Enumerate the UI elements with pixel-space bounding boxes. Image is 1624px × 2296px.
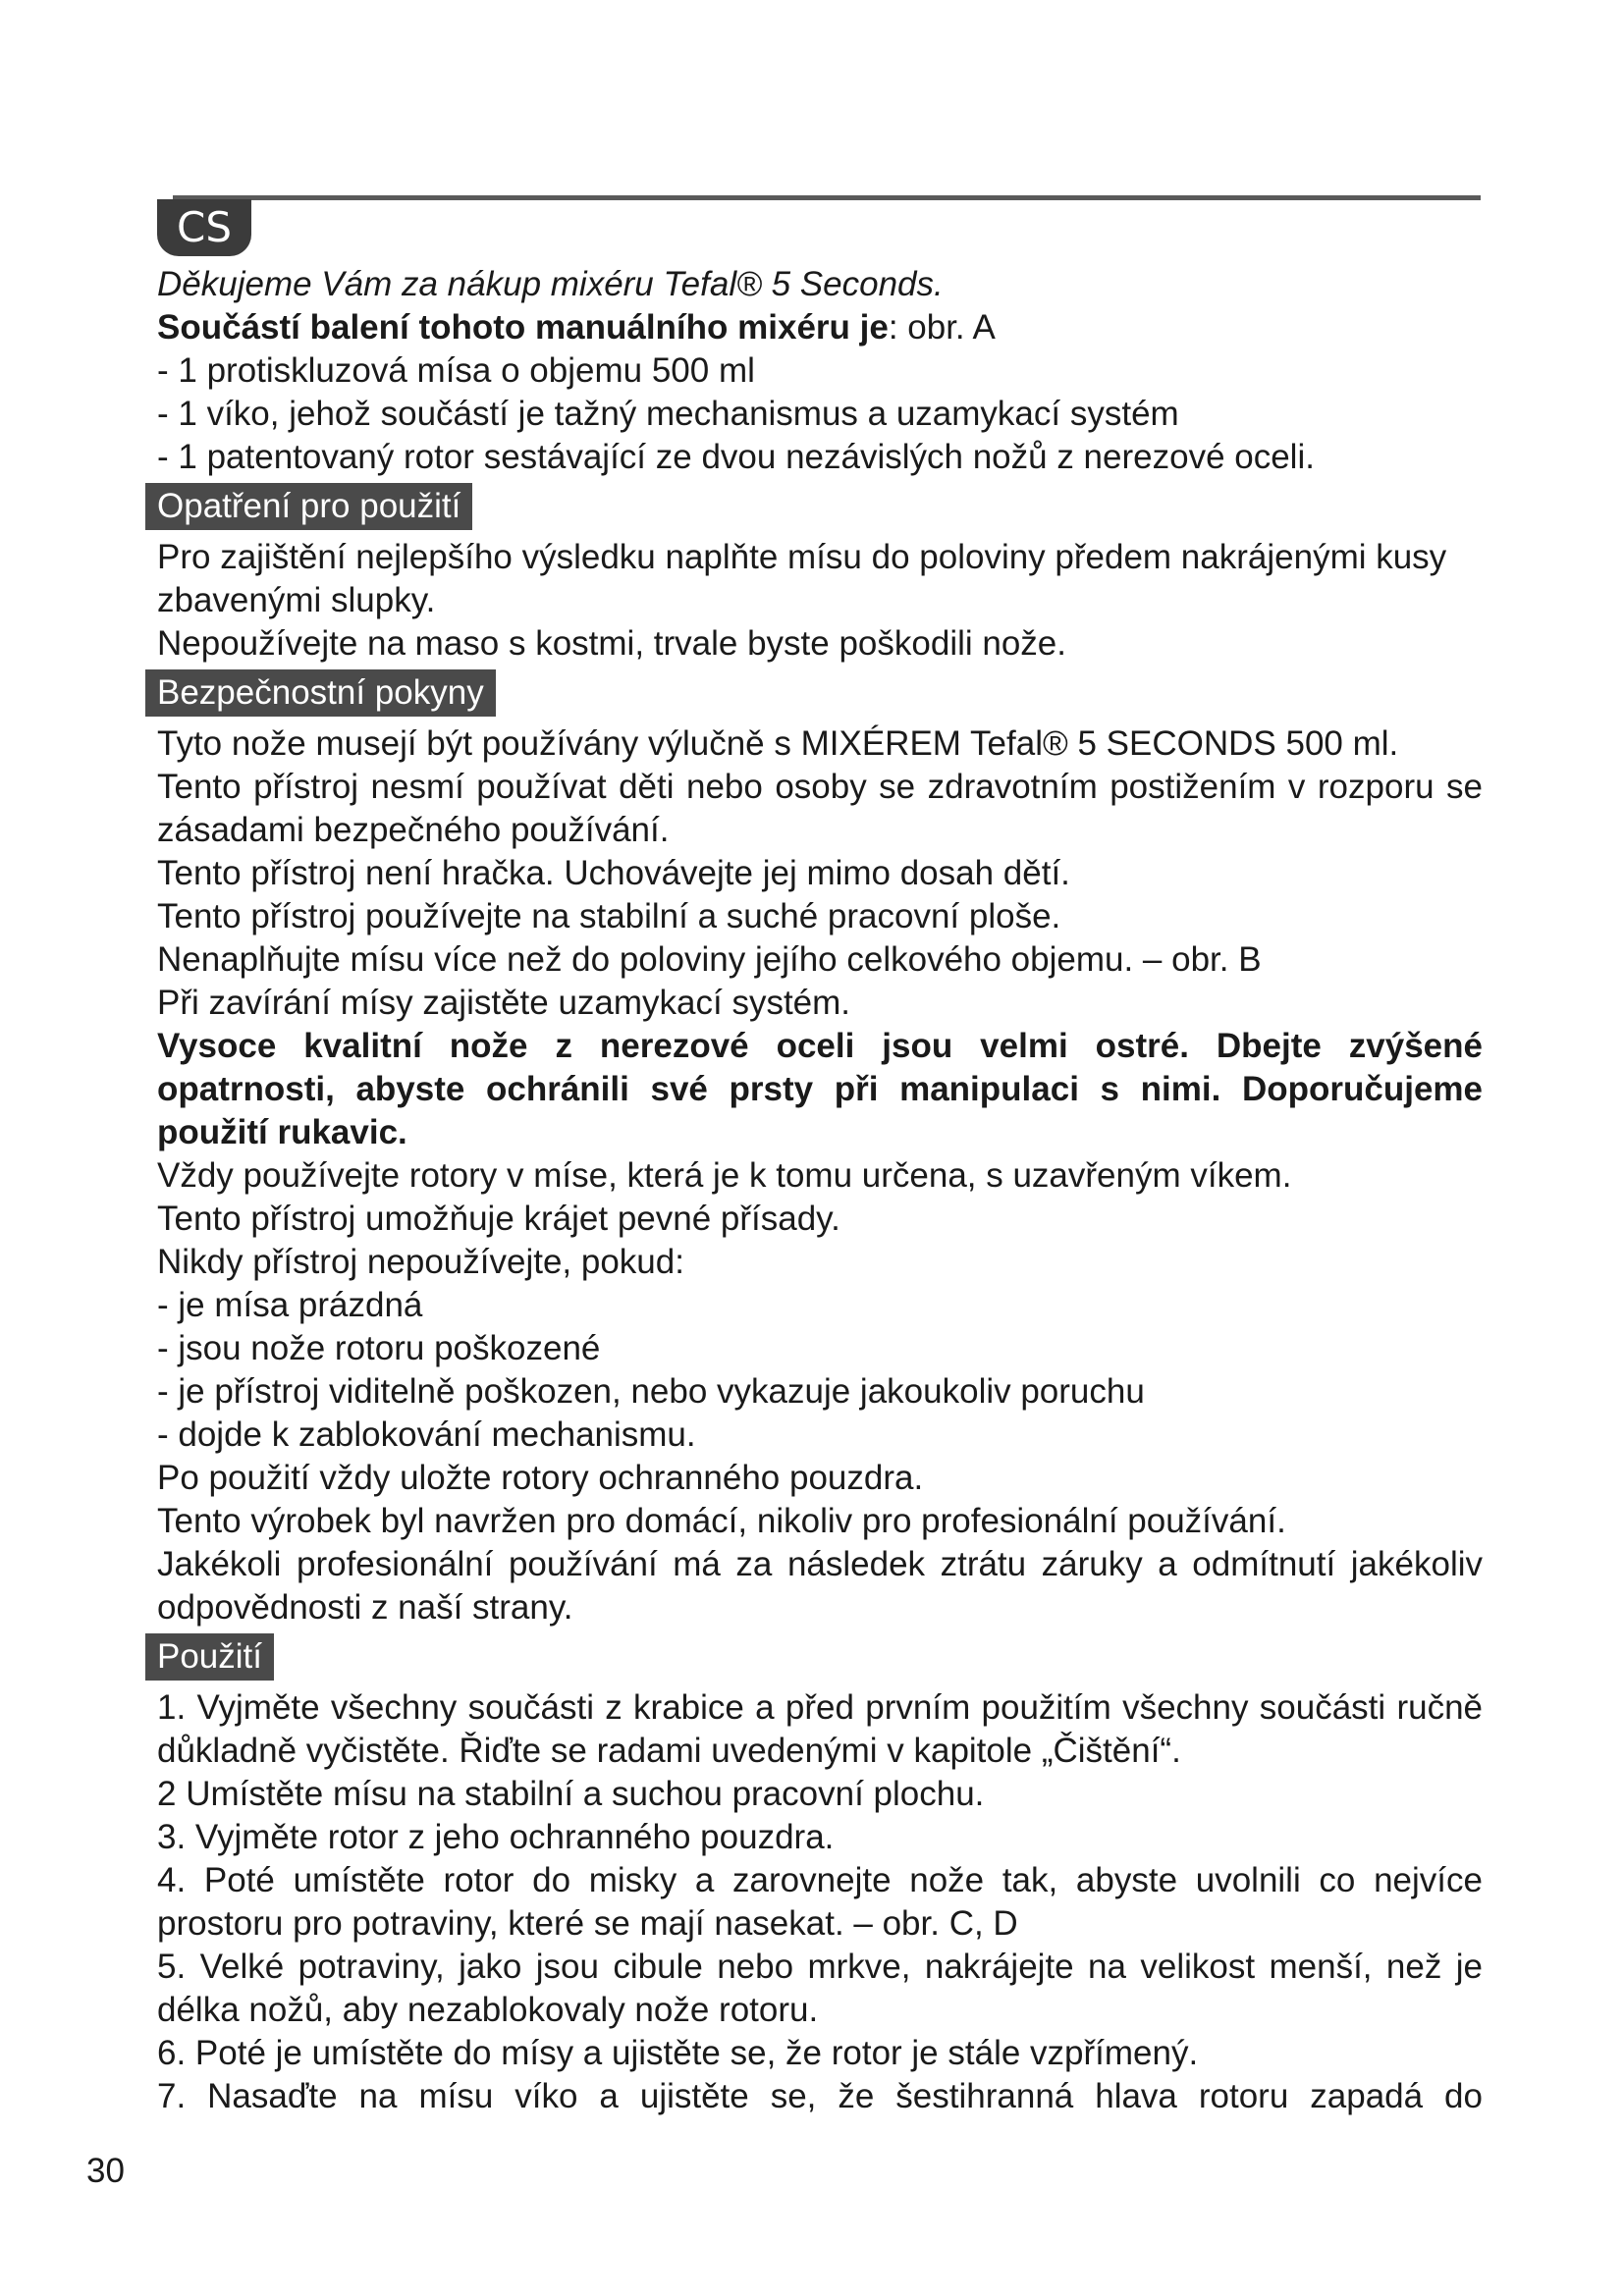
language-badge: CS xyxy=(157,199,251,256)
top-divider xyxy=(173,195,1481,200)
safety-line: Nikdy přístroj nepoužívejte, pokud: xyxy=(157,1243,684,1281)
safety-line: Nenaplňujte mísu více než do poloviny jejího celkového objemu. – obr. B xyxy=(157,940,1262,979)
safety-line: Při zavírání mísy zajistěte uzamykací systém. xyxy=(157,984,851,1022)
safety-line: Vždy používejte rotory v míse, která je k tomu určena, s uzavřeným víkem. xyxy=(157,1156,1292,1195)
usage-step: 1. Vyjměte všechny součásti z krabice a před prvním použitím všechny součásti ručně důkladně vyčistěte. Řiďte se radami uvedenými v kapitole „Čištění“. xyxy=(157,1688,1483,1770)
section-header-usage: Použití xyxy=(145,1633,274,1681)
safety-line: Tento výrobek byl navržen pro domácí, nikoliv pro profesionální používání. xyxy=(157,1502,1286,1540)
page-number: 30 xyxy=(86,2152,125,2190)
precaution-paragraph: Nepoužívejte na maso s kostmi, trvale byste poškodili nože. xyxy=(157,624,1066,663)
usage-step: 2 Umístěte mísu na stabilní a suchou pracovní plochu. xyxy=(157,1775,985,1813)
safety-line: Tento přístroj používejte na stabilní a suché pracovní ploše. xyxy=(157,897,1061,935)
safety-line: - dojde k zablokování mechanismu. xyxy=(157,1415,696,1454)
contents-item: - 1 víko, jehož součástí je tažný mechanismus a uzamykací systém xyxy=(157,395,1179,433)
safety-line: Po použití vždy uložte rotory ochranného pouzdra. xyxy=(157,1459,924,1497)
usage-step: 5. Velké potraviny, jako jsou cibule nebo mrkve, nakrájejte na velikost menší, než je délka nožů, aby nezablokovaly nože rotoru. xyxy=(157,1948,1483,2029)
safety-line: Tento přístroj není hračka. Uchovávejte jej mimo dosah dětí. xyxy=(157,854,1070,892)
contents-heading: Součástí balení tohoto manuálního mixéru je xyxy=(157,308,889,347)
contents-item: - 1 protiskluzová mísa o objemu 500 ml xyxy=(157,351,755,390)
section-header-precautions: Opatření pro použití xyxy=(145,483,472,530)
safety-line: - je přístroj viditelně poškozen, nebo vykazuje jakoukoliv poruchu xyxy=(157,1372,1145,1411)
usage-step: 7. Nasaďte na mísu víko a ujistěte se, že šestihranná hlava rotoru zapadá do xyxy=(157,2077,1483,2115)
contents-heading-line xyxy=(157,306,1483,349)
safety-line: Tento přístroj nesmí používat děti nebo osoby se zdravotním postižením v rozporu se zásadami bezpečného používání. xyxy=(157,768,1483,849)
usage-step: 6. Poté je umístěte do mísy a ujistěte se, že rotor je stále vzpřímený. xyxy=(157,2034,1199,2072)
intro-text: Děkujeme Vám za nákup mixéru Tefal® 5 Seconds. xyxy=(157,265,944,303)
section-header-safety: Bezpečnostní pokyny xyxy=(145,669,496,717)
safety-line: - je mísa prázdná xyxy=(157,1286,423,1324)
usage-step: 4. Poté umístěte rotor do misky a zarovnejte nože tak, abyste uvolnili co nejvíce prostoru pro potraviny, které se mají nasekat. – obr. C, D xyxy=(157,1861,1483,1943)
contents-item: - 1 patentovaný rotor sestávající ze dvou nezávislých nožů z nerezové oceli. xyxy=(157,438,1315,476)
safety-line: - jsou nože rotoru poškozené xyxy=(157,1329,601,1367)
safety-line: Tento přístroj umožňuje krájet pevné přísady. xyxy=(157,1200,840,1238)
manual-content xyxy=(157,263,1483,2118)
usage-step: 3. Vyjměte rotor z jeho ochranného pouzdra. xyxy=(157,1818,835,1856)
contents-heading-suffix: : obr. A xyxy=(888,308,996,347)
precaution-paragraph: Pro zajištění nejlepšího výsledku naplňte mísu do poloviny předem nakrájenými kusy zbavenými slupky. xyxy=(157,538,1447,619)
safety-line: Jakékoli profesionální používání má za následek ztrátu záruky a odmítnutí jakékoliv odpovědnosti z naší strany. xyxy=(157,1545,1483,1627)
safety-warning: Vysoce kvalitní nože z nerezové oceli jsou velmi ostré. Dbejte zvýšené opatrnosti, abyste ochránili své prsty při manipulaci s nimi. Doporučujeme použití rukavic. xyxy=(157,1027,1483,1151)
safety-line: Tyto nože musejí být používány výlučně s MIXÉREM Tefal® 5 SECONDS 500 ml. xyxy=(157,724,1399,763)
